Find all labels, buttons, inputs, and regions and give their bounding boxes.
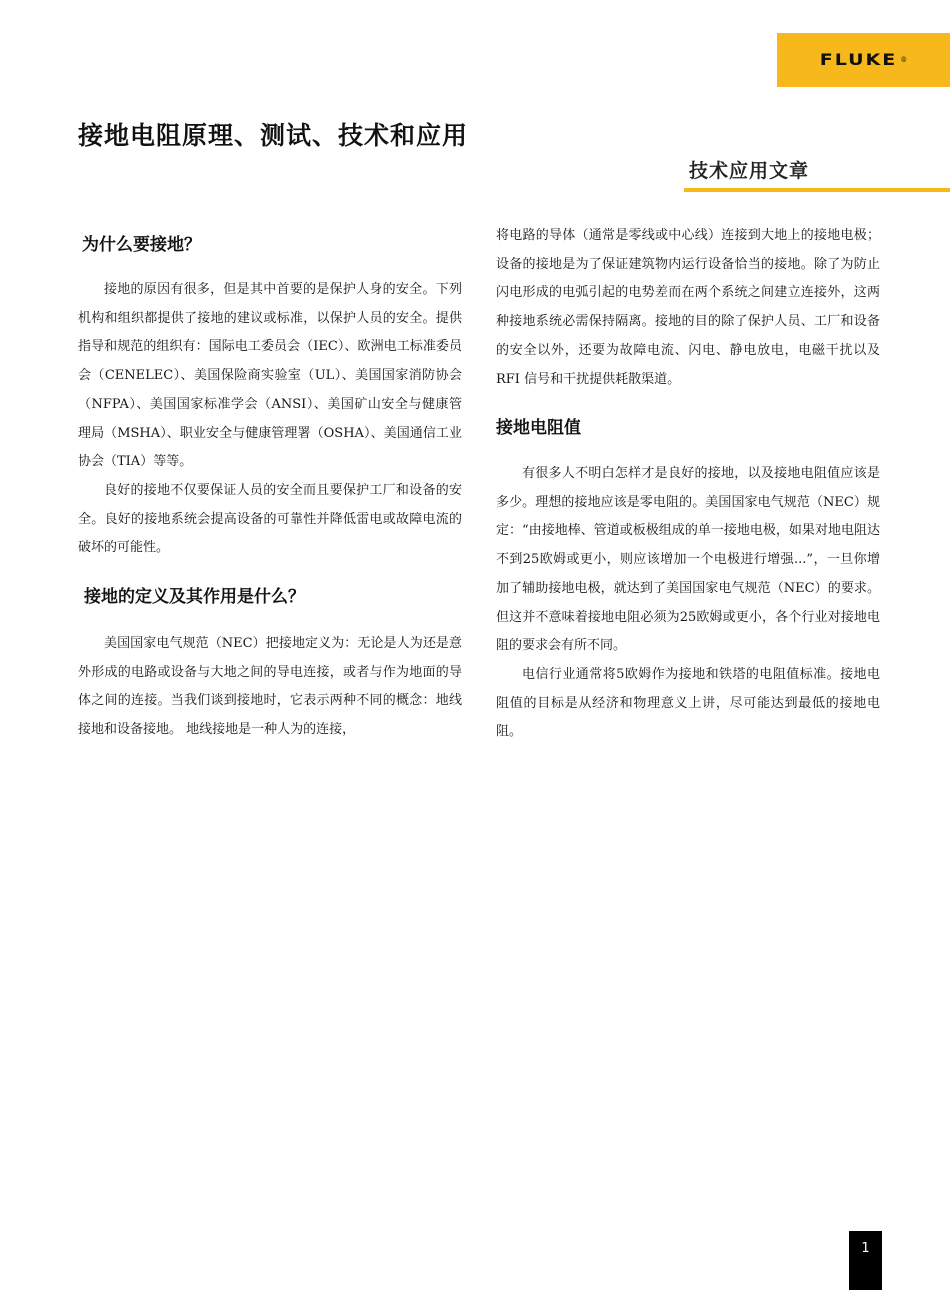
registered-mark: ® — [900, 56, 908, 64]
document-title: 接地电阻原理、测试、技术和应用 — [78, 121, 469, 150]
fluke-logo — [777, 33, 950, 87]
section-heading-definition: 接地的定义及其作用是什么？ — [84, 587, 305, 607]
page-number: 1 — [849, 1231, 882, 1290]
section-heading-why-ground: 为什么要接地？ — [82, 235, 201, 255]
paragraph-definition: 美国国家电气规范（NEC）把接地定义为：无论是人为还是意外形成的电路或设备与大地之间的导电连接，或者与作为地面的导体之间的连接。当我们谈到接地时，它表示两种不同的概念：地线接地和设备接地。 地线接地是一种人为的连接， — [78, 636, 462, 738]
paragraph-telecom-standard: 电信行业通常将5欧姆作为接地和铁塔的电阻值标准。接地电阻值的目标是从经济和物理意义上讲，尽可能达到最低的接地电阻。 — [496, 667, 880, 740]
document-type-label: 技术应用文章 — [689, 160, 810, 182]
paragraph-definition-continued: 将电路的导体（通常是零线或中心线）连接到大地上的接地电极；设备的接地是为了保证建筑物内运行设备恰当的接地。除了为防止闪电形成的电弧引起的电势差而在两个系统之间建立连接外，这两种接地系统必需保持隔离。接地的目的除了保护人员、工厂和设备的安全以外，还要为故障电流、闪电、静电放电，电磁干扰以及 RFI 信号和干扰提供耗散渠道。 — [496, 228, 880, 387]
paragraph-resistance-value: 有很多人不明白怎样才是良好的接地，以及接地电阻值应该是多少。理想的接地应该是零电阻的。美国国家电气规范（NEC）规定：“由接地棒、管道或板极组成的单一接地电极，如果对地电阻达不到25欧姆或更小，则应该增加一个电极进行增强...”，一旦你增加了辅助接地电极，就达到了美国国家电气规范（NEC）的要求。但这并不意味着接地电阻必须为25欧姆或更小，各个行业对接地电阻的要求会有所不同。 — [496, 466, 880, 654]
section-heading-resistance-value: 接地电阻值 — [496, 418, 581, 438]
paragraph-why-ground: 接地的原因有很多，但是其中首要的是保护人身的安全。下列机构和组织都提供了接地的建议或标准，以保护人员的安全。提供指导和规范的组织有：国际电工委员会（IEC）、欧洲电工标准委员会（CENELEC）、美国保险商实验室（UL）、美国国家消防协会（NFPA）、美国国家标准学会（ANSI）、美国矿山安全与健康管理局（MSHA）、职业安全与健康管理署（OSHA）、美国通信工业协会（TIA）等等。 — [78, 282, 462, 470]
accent-rule — [684, 188, 950, 192]
paragraph-good-grounding: 良好的接地不仅要保证人员的安全而且要保护工厂和设备的安全。良好的接地系统会提高设备的可靠性并降低雷电或故障电流的破坏的可能性。 — [78, 483, 462, 556]
brand-name: FLUKE — [819, 50, 898, 70]
